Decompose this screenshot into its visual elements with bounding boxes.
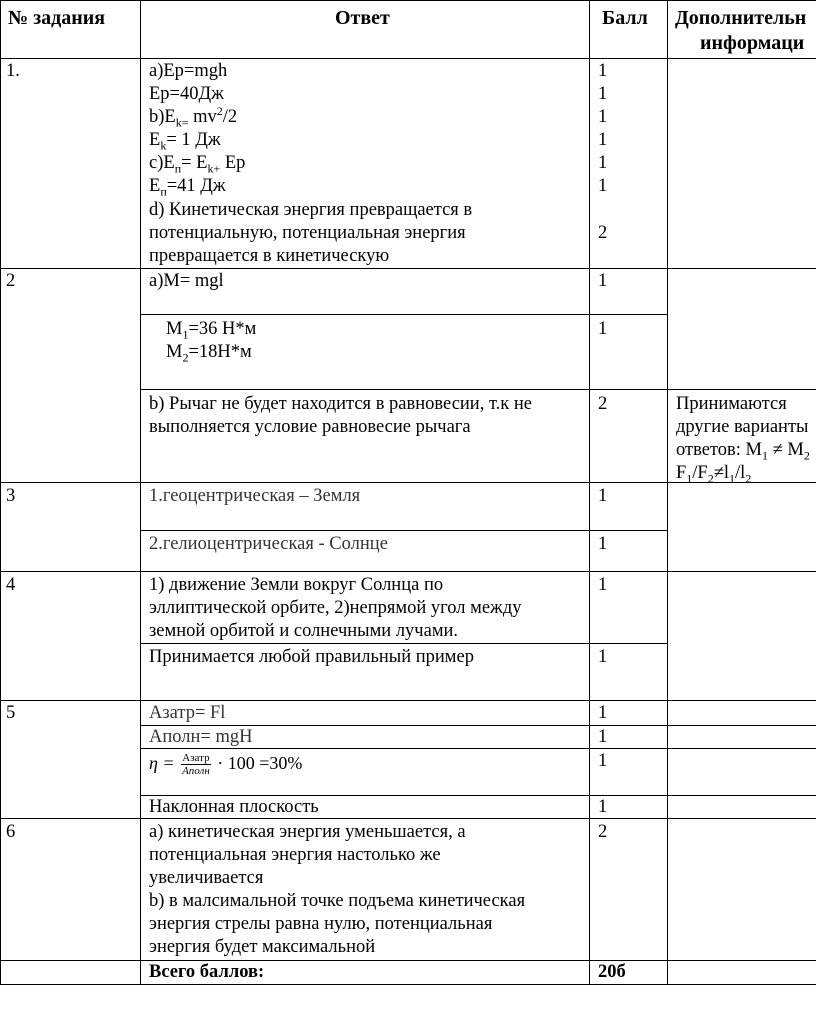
answer-line: a) кинетическая энергия уменьшается, а [149, 822, 466, 842]
score-value: 2 [598, 822, 608, 842]
grid-top-border [0, 0, 816, 1]
header-extra-line-1: Дополнительн [675, 7, 807, 29]
grid-subrow-line [140, 314, 667, 315]
formula-fraction: $\frac{\text{Азатр}}{\text{Аполн}}$ [182, 752, 210, 778]
score-value: 1 [598, 534, 608, 554]
score-value: 1 [598, 130, 608, 150]
answer-line: потенциальную, потенциальная энергия [149, 223, 466, 243]
answer-line: $M_1=36$ Н*м [166, 319, 257, 342]
answer-line: эллиптической орбите, 2)непрямой угол между [149, 598, 522, 618]
task-number: 4 [6, 575, 16, 595]
answer-line: b) в малсимальной точке подъема кинетическая [149, 891, 526, 911]
answer-line: Наклонная плоскость [149, 797, 319, 817]
extra-info-line: другие варианты [676, 417, 809, 437]
extra-info-line: $F_1/F_2\ne l_1/l_2$ [676, 463, 752, 486]
answer-line: $c)E_п= E_{k+}$ Ep [149, 153, 246, 176]
answer-line: $E_k= 1$ Дж [149, 130, 221, 153]
answer-line: a)Ep=mgh [149, 61, 228, 81]
score-value: 1 [598, 486, 608, 506]
answer-line: d) Кинетическая энергия превращается в [149, 200, 473, 220]
grid-row-line [0, 700, 816, 701]
score-value: 1 [598, 727, 608, 747]
answer-line: 1) движение Земли вокруг Солнца по [149, 575, 444, 595]
task-number: 1. [6, 61, 20, 81]
score-value: 1 [598, 176, 608, 196]
answer-line: энергия стрелы равна нулю, потенциальная [149, 914, 493, 934]
answer-line: увеличивается [149, 868, 264, 888]
answer-line: $M_2=18Н*м$ [166, 342, 252, 365]
task-number: 2 [6, 271, 16, 291]
score-value: 2 [598, 394, 608, 414]
grid-left-border [0, 0, 1, 984]
score-value: 1 [598, 107, 608, 127]
answer-line: Принимается любой правильный пример [149, 647, 474, 667]
answer-line: a)M= mgl [149, 271, 224, 291]
answer-line: земной орбитой и солнечными лучами. [149, 621, 459, 641]
score-value: 1 [598, 703, 608, 723]
total-value: 20б [598, 962, 626, 982]
answer-line: энергия будет максимальной [149, 937, 376, 957]
total-label: Всего баллов: [149, 962, 265, 982]
grid-bottom-border [0, 984, 816, 985]
grid-col-divider-3 [667, 0, 668, 984]
answer-line: b) Рычаг не будет находится в равновесии, т.к не [149, 394, 532, 414]
efficiency-formula: η = $\frac{\text{Азатр}}{\text{Аполн}}$ · 100 =30% [149, 752, 303, 778]
extra-info-line: Принимаются [676, 394, 787, 414]
grid-row-line [0, 960, 816, 961]
score-value: 1 [598, 61, 608, 81]
task-number: 3 [6, 486, 16, 506]
task-number: 6 [6, 822, 16, 842]
grid-col-divider-2 [589, 0, 590, 984]
answer-line: Аполн= mgH [149, 727, 253, 747]
header-answer: Ответ [335, 7, 390, 29]
grid-row-line [0, 818, 816, 819]
answer-line: Ep=40Дж [149, 84, 224, 104]
answer-line: потенциальная энергия настолько же [149, 845, 441, 865]
score-value: 1 [598, 319, 608, 339]
grid-row-line [0, 268, 816, 269]
score-value: 1 [598, 575, 608, 595]
score-value: 2 [598, 223, 608, 243]
grid-row-line [0, 571, 816, 572]
score-value: 1 [598, 647, 608, 667]
task-number: 5 [6, 703, 16, 723]
answer-line: $E_п=41$ Дж [149, 176, 226, 199]
score-value: 1 [598, 271, 608, 291]
answer-line: выполняется условие равновесие рычага [149, 417, 471, 437]
answer-line: 1.геоцентрическая – Земля [149, 486, 361, 506]
header-extra-line-2: информаци [700, 32, 805, 54]
header-score: Балл [602, 7, 648, 29]
answer-line: 2.гелиоцентрическая - Солнце [149, 534, 388, 554]
grid-row-line [0, 58, 816, 59]
score-value: 1 [598, 751, 608, 771]
answer-line: $b)E_{k=}$ $mv^2/2$ [149, 103, 238, 130]
score-value: 1 [598, 84, 608, 104]
answer-line: превращается в кинетическую [149, 246, 390, 266]
grid-col-divider-1 [140, 0, 141, 984]
score-value: 1 [598, 797, 608, 817]
extra-info-line: ответов: $M_1 \ne M_2$ [676, 440, 810, 463]
answer-line: Азатр= Fl [149, 703, 226, 723]
grid-subrow-line [140, 530, 667, 531]
score-value: 1 [598, 153, 608, 173]
header-task-number: № задания [8, 7, 106, 29]
grid-subrow-line [140, 389, 816, 390]
